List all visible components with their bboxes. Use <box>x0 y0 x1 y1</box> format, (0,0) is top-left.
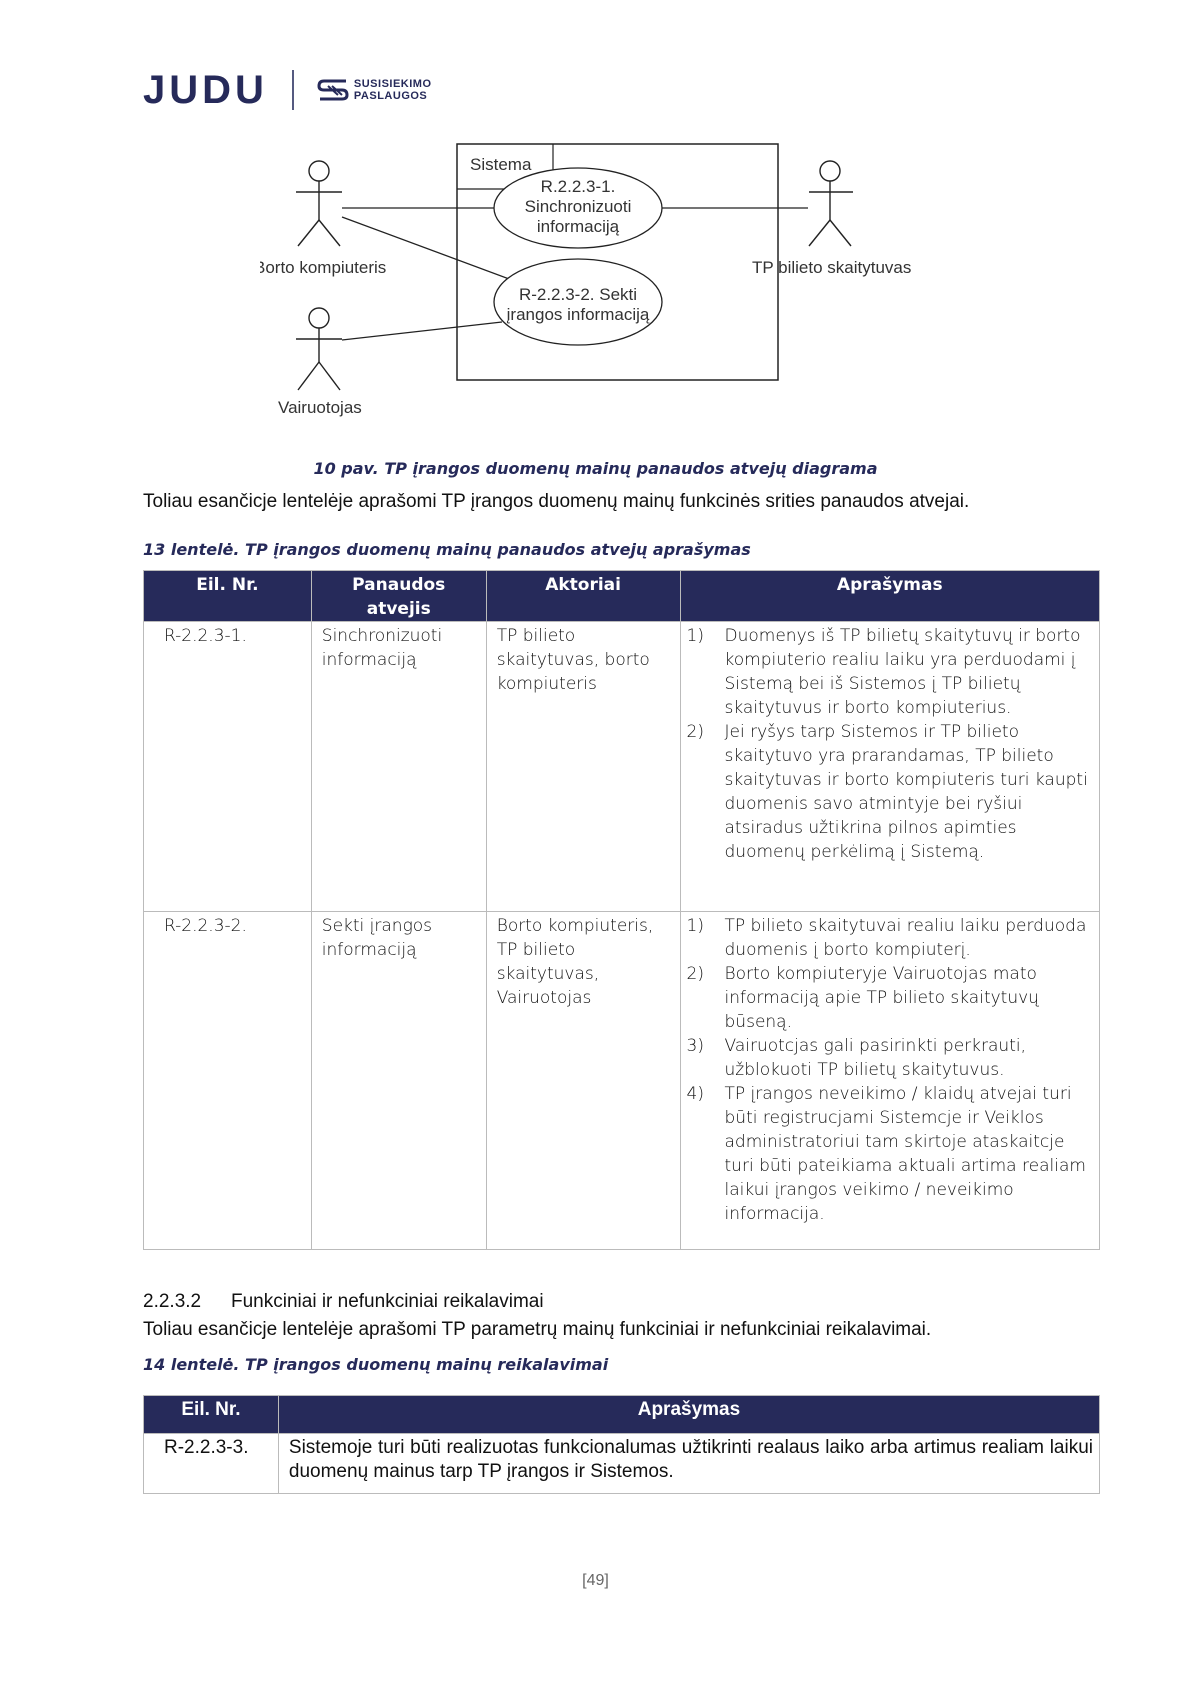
figure-caption: 10 pav. TP įrangos duomenų mainų panaudos atvejų diagrama <box>313 459 878 478</box>
use-case-2-line-1: R-2.2.3-2. Sekti <box>518 285 638 304</box>
item-text: TP bilieto skaitytuvai realiu laiku perduoda duomenis į borto kompiuterį. <box>724 916 1087 960</box>
description-item <box>687 914 1093 962</box>
item-number: 1) <box>686 916 704 936</box>
table-row <box>144 622 1100 912</box>
use-case-table <box>143 570 1100 1250</box>
actor-tp-label: TP bilieto skaitytuvas <box>752 258 912 277</box>
logo-divider <box>292 70 294 110</box>
table-header-row <box>144 571 1100 622</box>
row-id: R-2.2.3-3. <box>144 1434 279 1494</box>
actor-vairuotojas-label: Vairuotojas <box>278 398 362 417</box>
actor-borto-kompiuteris-label: Borto kompiuteris <box>260 258 387 277</box>
table-row <box>144 1434 1100 1494</box>
row-actors: Borto kompiuteris, TP bilieto skaitytuvas, Vairuotojas <box>486 912 680 1250</box>
header-aprasymas: Aprašymas <box>278 1396 1099 1434</box>
header-logo <box>143 67 432 112</box>
logo-line-2: PASLAUGOS <box>353 90 428 102</box>
item-number: 2) <box>686 964 704 984</box>
header-eil-nr: Eil. Nr. <box>144 571 312 622</box>
table-14-caption: 14 lentelė. TP įrangos duomenų mainų reikalavimai <box>143 1355 609 1374</box>
description-item <box>687 624 1093 720</box>
item-text: Duomenys iš TP bilietų skaitytuvų ir borto kompiuterio realiu laiku yra perduodami į Sistemą bei iš Sistemos į TP bilietų skaitytuvus ir borto kompiuterius. <box>724 626 1081 718</box>
item-number: 1) <box>686 626 704 646</box>
ss-logo-icon <box>316 77 350 103</box>
section-heading <box>143 1290 544 1314</box>
section-number: 2.2.3.2 <box>143 1291 202 1312</box>
row-id: R-2.2.3-2. <box>144 912 312 1250</box>
section-title: Funkciniai ir nefunkciniai reikalavimai <box>231 1291 544 1312</box>
header-panaudos-atvejis: Panaudos atvejis <box>311 571 486 622</box>
requirements-table <box>143 1395 1100 1494</box>
row-actors: TP bilieto skaitytuvas, borto kompiuteris <box>486 622 680 912</box>
header-aprasymas: Aprašymas <box>680 571 1099 622</box>
item-text: Vairuotcjas gali pasirinkti perkrauti, užblokuoti TP bilietų skaitytuvus. <box>724 1036 1026 1080</box>
item-number: 3) <box>686 1036 704 1056</box>
use-case-1-line-3: informaciją <box>536 217 620 236</box>
description-item <box>687 1082 1093 1226</box>
use-case-2-line-2: įrangos informaciją <box>506 305 650 324</box>
description-item <box>687 962 1093 1034</box>
description-item <box>687 720 1093 864</box>
header-eil-nr: Eil. Nr. <box>144 1396 279 1434</box>
description-item <box>687 1034 1093 1082</box>
system-label: Sistema <box>470 155 532 174</box>
use-case-1-line-2: Sinchronizuoti <box>524 197 632 216</box>
logo-line-1: SUSISIEKIMO <box>353 78 432 90</box>
use-case-1-line-1: R.2.2.3-1. <box>540 177 616 196</box>
intro-paragraph: Toliau esančicje lentelėje aprašomi TP įrangos duomenų mainų funkcinės srities panaudos atvejai. <box>143 491 970 512</box>
actor-tp-bilieto-skaitytuvas-icon <box>809 161 853 246</box>
judu-logo: JUDU <box>143 67 268 112</box>
header-aktoriai: Aktoriai <box>486 571 680 622</box>
row-use-case: Sinchronizuoti informaciją <box>311 622 486 912</box>
item-number: 2) <box>686 722 704 742</box>
page-number: [49] <box>582 1572 609 1589</box>
actor-borto-kompiuteris-icon <box>296 161 342 246</box>
item-number: 4) <box>686 1084 704 1104</box>
section-intro-paragraph: Toliau esančicje lentelėje aprašomi TP parametrų mainų funkciniai ir nefunkciniai reikalavimai. <box>143 1319 932 1340</box>
row-description: Sistemoje turi būti realizuotas funkcionalumas užtikrinti realaus laiko arba artimus realiam laikui duomenų mainus tarp TP įrangos ir Sistemos. <box>278 1434 1099 1494</box>
use-case-diagram <box>260 140 980 450</box>
row-use-case: Sekti įrangos informaciją <box>311 912 486 1250</box>
row-description <box>680 622 1099 912</box>
actor-vairuotojas-icon <box>296 308 342 390</box>
table-row <box>144 912 1100 1250</box>
susisiekimo-paslaugos-logo <box>316 77 432 103</box>
row-id: R-2.2.3-1. <box>144 622 312 912</box>
item-text: Borto kompiuteryje Vairuotojas mato informaciją apie TP bilieto skaitytuvų būseną. <box>724 964 1039 1032</box>
item-text: TP įrangos neveikimo / klaidų atvejai turi būti registrucjami Sistemcje ir Veiklos administratoriui tam skirtoje ataskaitcje turi būti pateikiama aktuali artima realiam laikui įrangos veikimo / neveikimo informacija. <box>724 1084 1086 1224</box>
row-description <box>680 912 1099 1250</box>
table-header-row <box>144 1396 1100 1434</box>
item-text: Jei ryšys tarp Sistemos ir TP bilieto skaitytuvo yra prarandamas, TP bilieto skaitytuvas ir borto kompiuteris turi kaupti duomenis savo atmintyje bei ryšiui atsiradus užtikrina pilnos apimties duomenų perkėlimą į Sistemą. <box>724 722 1088 862</box>
table-13-caption: 13 lentelė. TP įrangos duomenų mainų panaudos atvejų aprašymas <box>143 540 751 559</box>
